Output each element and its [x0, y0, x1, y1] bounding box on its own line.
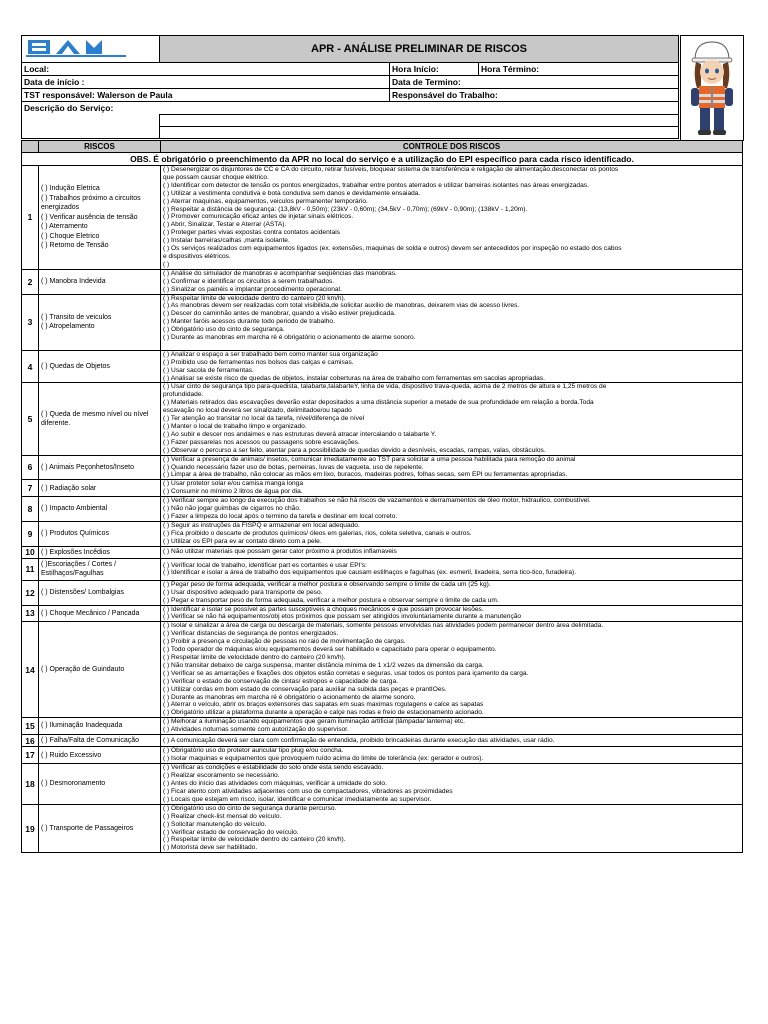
- header-table: [21, 35, 679, 139]
- control-item[interactable]: ( ) Durante as manobras em marcha ré é obrigatório o acionamento de alarme sonoro.: [163, 693, 416, 701]
- risk-row: [22, 559, 743, 581]
- responsavel-trabalho-label: Responsável do Trabalho:: [390, 89, 679, 102]
- risk-number: 14: [22, 622, 39, 718]
- control-item[interactable]: ( ) Melhorar a iluminação usando equipamentos que geram iluminação artificial (lâmpada/ lanterna) etc.: [163, 718, 466, 726]
- risk-row: [22, 546, 743, 558]
- control-item[interactable]: ( ) Não transitar debaixo de carga suspensa, manter distância mínima de 1 x1/2 vezes da dimensão da carga.: [163, 661, 484, 669]
- risk-checkbox-item[interactable]: ( ) Atropelamento: [41, 323, 95, 331]
- risk-cell: [39, 497, 161, 522]
- control-item[interactable]: ( ) Pegar peso de forma adequada, verificar a melhor postura e observando sempre o limite de cada um (25 kg).: [163, 580, 491, 588]
- risk-checkbox-item[interactable]: ( )Escoriações / Cortes / Estilhaços/Fagulhas: [41, 561, 117, 578]
- risk-number: 4: [22, 350, 39, 383]
- control-item[interactable]: ( ) Verificar se as amarrações e fixações dos objetos estão corretas e seguras. usar todos os pontos para içamento da carga.: [163, 669, 529, 677]
- control-item[interactable]: ( ) Verificar se não há equipamentos/obj etos próximos que possam ser atingidos involuntariamente durante a manutenção: [163, 613, 522, 621]
- control-item[interactable]: ( ) Manter o local de trabalho limpo e organizado.: [163, 423, 307, 430]
- descricao-area-1: [22, 115, 160, 127]
- control-item[interactable]: ( ) Manter faróis acessos durante todo periodo de trabalho.: [163, 318, 335, 326]
- risk-cell: [39, 480, 161, 497]
- risk-checkbox-item[interactable]: ( ) Distensões/ Lombalgias: [41, 588, 124, 596]
- risk-number: 3: [22, 294, 39, 350]
- risk-checkbox-item[interactable]: ( ) Ruido Excessivo: [41, 751, 102, 759]
- risk-cell: [39, 605, 161, 622]
- descricao-line-2: [160, 127, 679, 139]
- risk-cell: [39, 580, 161, 605]
- control-item[interactable]: ( ) Motorista deve ser habilitado.: [163, 844, 258, 852]
- control-item[interactable]: profundidade.: [163, 391, 204, 399]
- hora-inicio-label: Hora Início:: [390, 63, 479, 76]
- risk-row: [22, 294, 743, 350]
- risk-number: 15: [22, 718, 39, 735]
- risk-number: 2: [22, 269, 39, 294]
- control-item[interactable]: ( ) Obrigatório uso do cinto de segurança durante percurso.: [163, 804, 337, 812]
- risk-number: 7: [22, 480, 39, 497]
- control-item[interactable]: ( ) Análise do simulador de manobras e acompanhar seqüências das manobras.: [163, 269, 397, 277]
- control-item[interactable]: e dispositivos elétricos.: [163, 252, 231, 260]
- control-cell: [161, 497, 743, 522]
- control-item[interactable]: ( ) Aterrar o veículo, abrir os braços extensores das sapatas em suas maximas rcgulagens e calce as sapatas: [163, 701, 484, 709]
- risk-checkbox-item[interactable]: ( ) Choque Mecânico / Pancada: [41, 609, 140, 617]
- risk-row: [22, 269, 743, 294]
- risk-row: [22, 718, 743, 735]
- control-item[interactable]: ( ) Pegar e transportar peso de forma adequada, verificar a melhor postura e observar sempre o limite de cada um.: [163, 596, 499, 604]
- risk-checkbox-item[interactable]: ( ) Queda de mesmo nível ou nível diferente.: [41, 410, 149, 428]
- control-item[interactable]: ( ) Usar dispositivo adequado para transporte de peso.: [163, 588, 323, 596]
- risk-checkbox-item[interactable]: ( ) Manobra Indevida: [41, 277, 106, 285]
- risk-table-body: [22, 166, 743, 853]
- control-item[interactable]: ( ) Atividades noturnas somente com autorização do supervisor.: [163, 726, 349, 734]
- risk-row: [22, 605, 743, 622]
- risk-cell: [39, 455, 161, 480]
- control-item[interactable]: ( ) Desenergizar os disjuntores de CC e CA do circuito, retirar fusíveis, bloquear sistema de transferência e religação de alimentação.desconectar os pontos: [163, 166, 619, 173]
- control-item[interactable]: ( ) Todo operador de máquinas e/ou equipamentos deverá ser habilitado e capacitado para operar o equipamento.: [163, 646, 497, 654]
- control-cell: [161, 521, 743, 546]
- risk-number: 8: [22, 497, 39, 522]
- control-item[interactable]: ( ) Isolar maquinas e equipamentos que provoquem ruído acima do limite de tolerância (ex: gerador e outros).: [163, 755, 484, 763]
- control-item[interactable]: ( ) Materiais retirados das escavações deverão estar depositados a uma distância superior a metade de sua profundidade em relação a borda.Toda: [163, 399, 594, 407]
- control-item[interactable]: ( ) Respeitar a distância de segurança: (13,8kV - 0,50m); (23kV - 0,60m); (34,5kV - 0,70m); (69kV - 0,90m); (138kV - 1,20m).: [163, 205, 528, 213]
- risk-checkbox-item[interactable]: ( ) Verificar ausência de tensão: [41, 213, 138, 221]
- num-header: [22, 141, 39, 153]
- control-item[interactable]: ( ) Locais que estejam em risco, isolar, identificar e comunicar imediatamente ao supervisor.: [163, 795, 432, 803]
- risk-cell: [39, 622, 161, 718]
- risk-cell: [39, 350, 161, 383]
- risk-number: 9: [22, 521, 39, 546]
- control-item[interactable]: que possam causar choque elétrico.: [163, 173, 269, 181]
- control-item[interactable]: ( ) Consumir no mínimo 2 litros de água por dia.: [163, 488, 303, 496]
- risk-checkbox-item[interactable]: ( ) Retorno de Tensão: [41, 241, 109, 249]
- control-item[interactable]: ( ) Confirmar e identificar os circuitos a serem trabalhados.: [163, 277, 335, 285]
- control-item[interactable]: ( ) Utilizar os EPI para ev ar contato direto com a pele.: [163, 537, 322, 545]
- control-item[interactable]: ( ) Obrigatório utilizar a plataforma durante a operação e calçe nas rodas e freio de estacionamento acionado.: [163, 709, 484, 717]
- control-item[interactable]: ( ) Descer do caminhão antes de manobrar, quando a visão estiver prejudicada.: [163, 310, 396, 318]
- risk-row: [22, 383, 743, 455]
- obs-note: OBS. É obrigatório o preenchimento da APR no local do serviço e a utilização do EPI específico para cada risco identificado.: [22, 153, 743, 166]
- control-item[interactable]: ( ) Solicitar manutenção do veículo.: [163, 820, 267, 828]
- risk-row: [22, 764, 743, 805]
- risk-cell: [39, 269, 161, 294]
- control-cell: [161, 546, 743, 558]
- risk-cell: [39, 804, 161, 852]
- risk-row: [22, 622, 743, 718]
- control-cell: [161, 735, 743, 747]
- risk-row: [22, 580, 743, 605]
- risk-cell: [39, 521, 161, 546]
- control-item[interactable]: ( ) Ficar atento com atividades adjacentes com uso de compactadores, vibradores as proximidades: [163, 787, 453, 795]
- control-item[interactable]: ( ) Identificar e isolar se possível as partes susceptíveis a choques mecânicos e que possam provocar lesões.: [163, 605, 484, 613]
- control-item[interactable]: ( ) Proteger partes vivas expostas contra contatos acidentais: [163, 229, 341, 237]
- risk-table: [21, 140, 743, 853]
- control-cell: [161, 747, 743, 764]
- company-logo-icon: [22, 36, 156, 60]
- risk-number: 17: [22, 747, 39, 764]
- control-item[interactable]: ( ) Verificar estado de conservação do veículo.: [163, 828, 299, 836]
- hora-termino-label: Hora Término:: [479, 63, 679, 76]
- risk-cell: [39, 166, 161, 270]
- control-item[interactable]: ( ) Verificar local de trabalho, identificar part es cortantes e usar EPI's:: [163, 561, 367, 569]
- risk-number: 18: [22, 764, 39, 805]
- risk-cell: [39, 546, 161, 558]
- risk-cell: [39, 747, 161, 764]
- risk-cell: [39, 764, 161, 805]
- control-item[interactable]: ( ) Utilizar cordas em bom estado de conservação para auxiliar na subida das peças e prantIÕes.: [163, 685, 447, 693]
- document-title: APR - ANÁLISE PRELIMINAR DE RISCOS: [160, 36, 679, 63]
- control-cell: [161, 294, 743, 350]
- control-item[interactable]: ( ) Aterrar maquinas, equipamentos, veiculos permanente/ temporário.: [163, 197, 368, 205]
- control-item[interactable]: ( ) Verificar distancias de segurança de pontos energizados.: [163, 630, 339, 638]
- control-cell: [161, 166, 743, 270]
- control-item[interactable]: ( ): [163, 260, 170, 268]
- control-item[interactable]: ( ) Quando necessário fazer uso de botas, perneiras, luvas de vaqueta, uso de repelente.: [163, 463, 424, 471]
- descricao-line-1: [160, 115, 679, 127]
- controle-header: CONTROLE DOS RISCOS: [161, 141, 743, 153]
- control-item[interactable]: ( ) Verificar as condições e estabilidade do solo onde esta sendo escavado.: [163, 764, 384, 772]
- control-item[interactable]: ( ) Respeitar limite de velocidade dentro do canteiro (20 km/h).: [163, 653, 346, 661]
- control-cell: [161, 764, 743, 805]
- risk-checkbox-item[interactable]: ( ) Produtos Químicos: [41, 530, 110, 538]
- risk-row: [22, 521, 743, 546]
- control-item[interactable]: ( ) Usar protetor solar e/ou camisa manga longa: [163, 480, 303, 488]
- descricao-servico-label: Descrição do Serviço:: [22, 102, 679, 115]
- control-item[interactable]: ( ) Proibir a presença e circulação de pessoas no raio de movimentação de cargas.: [163, 638, 406, 646]
- control-item[interactable]: ( ) Ter atenção ao transitar no local da tarefa, nível/diferença de nível: [163, 415, 365, 423]
- risk-cell: [39, 383, 161, 455]
- control-cell: [161, 718, 743, 735]
- control-item[interactable]: ( ) Usar cinto de segurança tipo para-quedista, talabarte,talabarteY, linha de vida, dispositivo trava-queda, acima de 2 metros de altura e 1,25 metros de: [163, 383, 607, 391]
- control-item[interactable]: ( ) Fica proibido o descarte de produtos químicos/ óleos em galerias, rios, coleta seletiva, canais e outros.: [163, 529, 472, 537]
- risk-number: 6: [22, 455, 39, 480]
- control-cell: [161, 804, 743, 852]
- control-cell: [161, 580, 743, 605]
- control-item[interactable]: ( ) Isolar e sinalizar a área de carga ou descarga de materiais, somente pessoas envolvidas nas atividades podem permanecer dentro área delimitada.: [163, 622, 604, 630]
- risk-checkbox-item[interactable]: ( ) Aterramento: [41, 223, 88, 231]
- worker-illustration-icon: [681, 36, 743, 140]
- risk-checkbox-item[interactable]: ( ) Indução Eletrica: [41, 185, 100, 193]
- control-item[interactable]: ( ) Promover comunicação eficaz antes de injetar sinais elétricos.: [163, 213, 354, 221]
- risk-number: 19: [22, 804, 39, 852]
- control-item[interactable]: ( ) Usar sacola de ferramentas.: [163, 366, 254, 374]
- control-item[interactable]: ( ) Ao subir e descer nos andaimes e nas estruturas deverá atracar intercalando o talabarte Y.: [163, 430, 437, 438]
- risk-row: [22, 166, 743, 270]
- control-item[interactable]: ( ) Verificar a presença de animais/ insetos, comunicar imediatamente ao TST para solicitar a uma pessoa habilitada para remoção do animal: [163, 455, 576, 463]
- control-cell: [161, 383, 743, 455]
- control-cell: [161, 455, 743, 480]
- risk-checkbox-item[interactable]: ( ) Falha/Falta de Comunicação: [41, 737, 140, 745]
- tst-responsavel-label: TST responsável: Walerson de Paula: [22, 89, 390, 102]
- control-cell: [161, 622, 743, 718]
- risk-checkbox-item[interactable]: ( ) Radiação solar: [41, 484, 97, 492]
- control-item[interactable]: ( ) Proibido uso de ferramentas nos bolsos das calças e camisas.: [163, 358, 354, 366]
- risk-number: 11: [22, 559, 39, 581]
- logo: [22, 36, 160, 63]
- control-cell: [161, 269, 743, 294]
- control-item[interactable]: ( ) Respeitar limite de velocidade dentro do canteiro (20 km/h).: [163, 294, 346, 302]
- risk-row: [22, 455, 743, 480]
- control-item[interactable]: ( ) Analizar o espaço a ser trabalhado bem como manter sua organização: [163, 350, 378, 358]
- control-item[interactable]: ( ) Identificar com detector de tensão os pontos energizados, trabalhar entre pontos aterrados e utilizar barreiras isolantes nas áreas energizadas.: [163, 181, 589, 189]
- risk-number: 16: [22, 735, 39, 747]
- control-item[interactable]: [163, 342, 740, 350]
- control-item[interactable]: ( ) As manobras devem ser realizadas com total visibilida,de solicitar auxílio de manobras, deixarem vias de acesso livres.: [163, 302, 520, 310]
- risk-number: 1: [22, 166, 39, 270]
- control-item[interactable]: ( ) Verificar sempre ao longo da execução dos trabalhos se não há riscos de vazamentos e derramamentos de óleo motor, hidraulico, combustível.: [163, 497, 591, 505]
- risk-row: [22, 747, 743, 764]
- control-item[interactable]: ( ) Limpar a área de trabalho, não colocar as mãos em lixo, buracos, madeiras podres, folhas secas, sem EPI ou ferramentas apropriadas.: [163, 471, 568, 479]
- control-item[interactable]: ( ) Verificar o estado de conservação de cintas/ estropos e capacidade de carga.: [163, 677, 398, 685]
- risk-checkbox-item[interactable]: ( ) Transporte de Passageiros: [41, 824, 134, 832]
- risk-checkbox-item[interactable]: ( ) Iluminação Inadequada: [41, 722, 123, 730]
- control-item[interactable]: ( ) Identificar e isolar a área de trabalho dos equipamentos que causam estilhaços e fagulhas (ex. esmeril, lixadeira, serra tico-tico, furadeira).: [163, 569, 577, 577]
- risk-row: [22, 480, 743, 497]
- control-item[interactable]: ( ) Instalar barreiras/calhas ,manta isolante.: [163, 237, 290, 245]
- data-inicio-label: Data de início :: [22, 76, 390, 89]
- control-item[interactable]: ( ) Observar o percurso a ser feito, atentar para a possibilidade de quedas devido a desníveis, escadas, rampas, valas, obstáculos.: [163, 446, 546, 454]
- control-item[interactable]: escavação no local deverá ser sinalizado, delimitadoe/ou tapado: [163, 407, 352, 415]
- risk-checkbox-item[interactable]: ( ) Operação de Guindauto: [41, 666, 125, 674]
- control-cell: [161, 605, 743, 622]
- control-item[interactable]: ( ) Fazer passarelas nos acessos ou passagens sobre escavações.: [163, 438, 360, 446]
- control-cell: [161, 480, 743, 497]
- control-item[interactable]: ( ) Fazer a limpeza do local após o termino da tarefa e destinar em local correto.: [163, 512, 398, 520]
- risk-row: [22, 350, 743, 383]
- risk-checkbox-item[interactable]: ( ) Trabalhos próximo a circuitos energizados: [41, 194, 141, 212]
- data-termino-label: Data de Termino:: [390, 76, 679, 89]
- risk-checkbox-item[interactable]: ( ) Choque Eletrico: [41, 232, 100, 240]
- control-item[interactable]: ( ) Obrigatório uso do protetor auricular tipo plug e/ou concha.: [163, 747, 344, 755]
- control-item[interactable]: ( ) Antes do início das atividades com máquinas, verificar a umidade do solo.: [163, 780, 387, 788]
- riscos-header: RISCOS: [39, 141, 161, 153]
- risk-row: [22, 497, 743, 522]
- control-item[interactable]: ( ) Obrigatório uso do cinto de segurança.: [163, 326, 285, 334]
- control-item[interactable]: ( ) Os serviços realizados com equipamentos ligados (ex. extensões, maquinas de solda e outros) devem ser antecedidos por inspeção no estado dos cabos: [163, 245, 622, 253]
- risk-number: 13: [22, 605, 39, 622]
- control-item[interactable]: ( ) Respeitar limite de velocidade dentro do canteiro (20 km/h).: [163, 836, 346, 844]
- risk-number: 10: [22, 546, 39, 558]
- risk-checkbox-item[interactable]: ( ) Transito de veiculos: [41, 313, 112, 321]
- local-label: Local:: [22, 63, 390, 76]
- risk-number: 12: [22, 580, 39, 605]
- control-item[interactable]: ( ) Realizar escoramento se necessário.: [163, 772, 280, 780]
- risk-checkbox-item[interactable]: ( ) Desmoronamento: [41, 780, 106, 788]
- control-cell: [161, 350, 743, 383]
- control-item[interactable]: ( ) Seguir as instruções da FISPQ e armazenar em local adequado.: [163, 521, 360, 529]
- risk-row: [22, 804, 743, 852]
- risk-row: [22, 735, 743, 747]
- risk-checkbox-item[interactable]: ( ) Impacto Ambiental: [41, 505, 108, 513]
- risk-checkbox-item[interactable]: ( ) Quedas de Objetos: [41, 362, 110, 370]
- risk-checkbox-item[interactable]: ( ) Animais Peçonhetos/Inseto: [41, 463, 134, 471]
- control-item[interactable]: ( ) Analisar se existe risco de quedas de objetos, instalar coberturas na área de trabalho com ferramentas em sacolas apropriadas.: [163, 374, 545, 382]
- risk-checkbox-item[interactable]: ( ) Explosões Incêdios: [41, 548, 110, 556]
- risk-cell: [39, 718, 161, 735]
- control-cell: [161, 559, 743, 581]
- control-item[interactable]: ( ) Abrir, Sinalizar, Testar e Aterrar (ASTA).: [163, 221, 287, 229]
- control-item[interactable]: ( ) Realizar check-list mensal do veículo.: [163, 812, 282, 820]
- descricao-area-2: [22, 127, 160, 139]
- risk-cell: [39, 559, 161, 581]
- risk-number: 5: [22, 383, 39, 455]
- risk-cell: [39, 735, 161, 747]
- control-item[interactable]: ( ) A comunicação deverá ser clara com confirmação de entendida, proibido brincadeiras durante execução das atividades, usar rádio.: [163, 736, 555, 744]
- control-item[interactable]: ( ) Utilizar a vestimenta condutiva e bota condutiva sem danos e devidamente ensaiada.: [163, 189, 421, 197]
- control-item[interactable]: ( ) Durante as manobras em marcha ré é obrigatório o acionamento de alarme sonoro.: [163, 334, 416, 342]
- control-item[interactable]: ( ) Não utilizar materiais que possam gerar calor próximo a produtos inflamaveis: [163, 548, 397, 556]
- worker-avatar: [680, 35, 744, 141]
- control-item[interactable]: ( ) Sinalizar os painéis e implantar procedimento operacional.: [163, 285, 342, 293]
- risk-cell: [39, 294, 161, 350]
- control-item[interactable]: ( ) Não não jogar guimbas de cigarros no chão.: [163, 505, 301, 513]
